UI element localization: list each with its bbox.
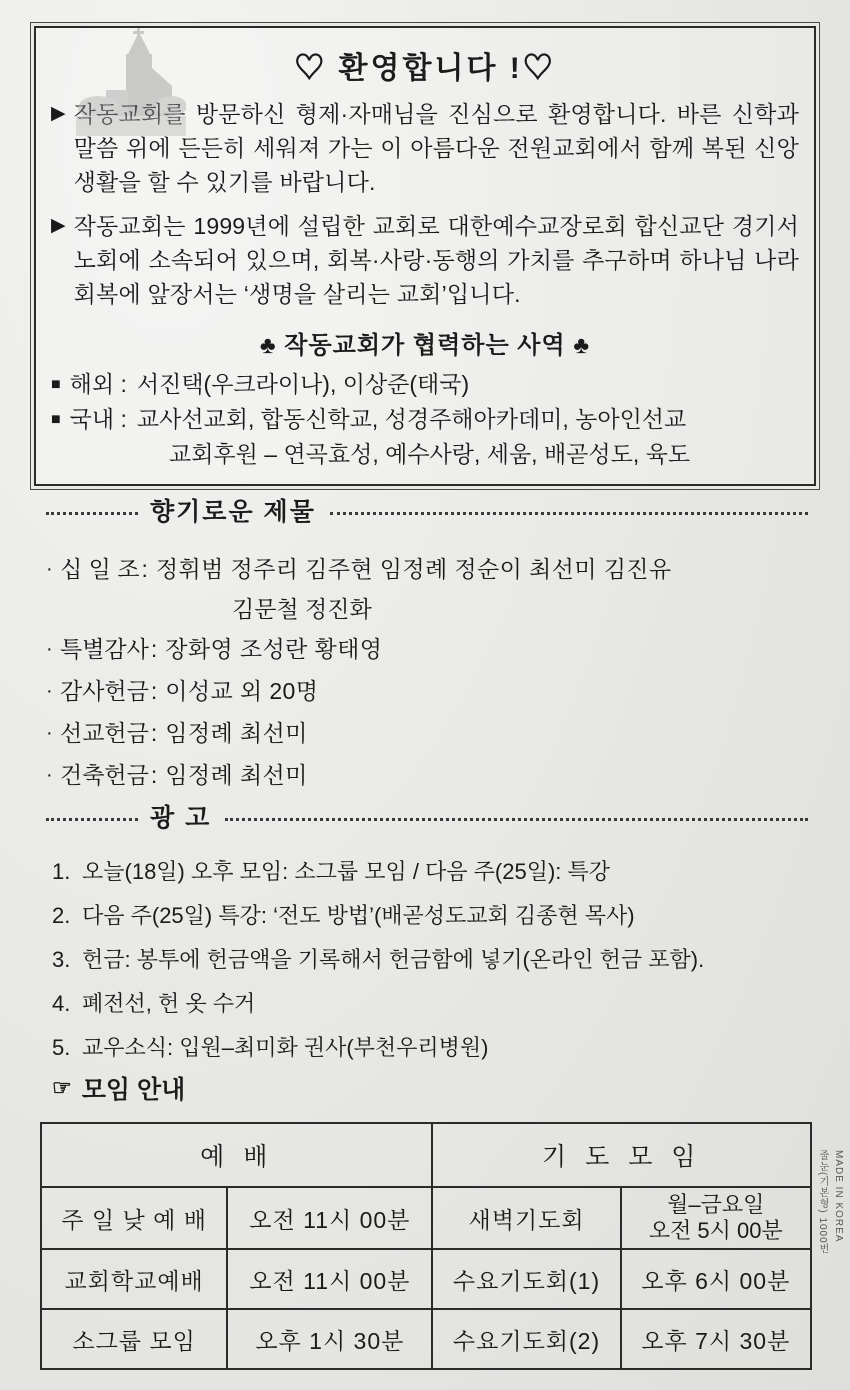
table-row <box>41 1309 811 1369</box>
offering-item <box>46 754 826 796</box>
margin-code-text: 줄눈(기본형) 1000번 <box>817 1150 828 1255</box>
margin-made-in-text: MADE IN KOREA <box>833 1150 844 1243</box>
notices-section-title: 광 고 <box>150 804 212 832</box>
notice-number: 5. <box>52 1035 71 1060</box>
prayer-time-line2: 오전 5시 00분 <box>648 1218 783 1243</box>
offering-value: 이성교 외 20명 <box>165 678 319 704</box>
notice-text: 다음 주(25일) 특강: ‘전도 방법’(배곧성도교회 김종현 목사) <box>82 903 635 928</box>
welcome-box <box>34 26 816 486</box>
offering-section-header <box>46 492 808 528</box>
prayer-name: 수요기도회(2) <box>432 1309 620 1369</box>
dot-bullet-icon: · <box>46 764 53 786</box>
notice-item <box>52 850 832 894</box>
offering-list <box>46 548 826 796</box>
meeting-guide-header <box>52 1070 185 1106</box>
notice-text: 폐전선, 헌 옷 수거 <box>82 991 256 1016</box>
triangle-bullet-icon: ▶ <box>51 103 66 124</box>
mission-row-overseas <box>51 368 799 401</box>
table-header-row <box>41 1123 811 1187</box>
welcome-paragraph-2-text: 작동교회는 1999년에 설립한 교회로 대한예수교장로회 합신교단 경기서노회에 소속되어 있으며, 회복·사랑·동행의 가치를 추구하며 하나님 나라 회복에 앞장서는 ‘생명을 살리는 교회’입니다. <box>73 213 799 307</box>
offering-label: 건축헌금 <box>60 762 149 788</box>
prayer-time: 오후 6시 00분 <box>621 1249 811 1309</box>
triangle-bullet-icon: ▶ <box>51 215 66 236</box>
service-time: 오전 11시 00분 <box>227 1249 432 1309</box>
dotted-rule-right <box>225 818 808 821</box>
mission-value-overseas: 서진택(우크라이나), 이상준(태국) <box>136 371 470 397</box>
offering-label: 십 일 조 <box>60 556 140 582</box>
offering-label: 감사헌금 <box>60 678 149 704</box>
schedule-header-prayer: 기 도 모 임 <box>432 1123 811 1187</box>
service-name: 교회학교예배 <box>41 1249 227 1309</box>
notice-number: 1. <box>52 859 71 884</box>
notices-section-header <box>46 798 808 834</box>
service-name: 소그룹 모임 <box>41 1309 227 1369</box>
prayer-name: 새벽기도회 <box>432 1187 620 1249</box>
dot-bullet-icon: · <box>46 638 53 660</box>
mission-label-domestic: 국내 : <box>69 406 127 432</box>
notice-item <box>52 982 832 1026</box>
offering-value: 정휘범 정주리 김주현 임정례 정순이 최선미 김진유 <box>155 556 672 582</box>
offering-colon: : <box>141 556 148 582</box>
mission-label-overseas: 해외 : <box>69 371 127 397</box>
square-bullet-icon: ■ <box>51 376 61 393</box>
schedule-header-worship: 예 배 <box>41 1123 432 1187</box>
notice-text: 헌금: 봉투에 헌금액을 기록해서 헌금함에 넣기(온라인 헌금 포함). <box>82 947 705 972</box>
square-bullet-icon: ■ <box>51 411 61 428</box>
notice-number: 4. <box>52 991 71 1016</box>
offering-colon: : <box>150 762 158 788</box>
dot-bullet-icon: · <box>46 722 53 744</box>
welcome-paragraph-2 <box>51 209 799 311</box>
dotted-rule-right <box>330 512 808 515</box>
dot-bullet-icon: · <box>46 558 53 580</box>
church-icon <box>76 28 186 136</box>
offering-item <box>46 548 826 590</box>
prayer-time: 오후 7시 30분 <box>621 1309 811 1369</box>
notice-item <box>52 894 832 938</box>
mission-support-line: 교회후원 – 연곡효성, 예수사랑, 세움, 배곧성도, 육도 <box>169 441 691 467</box>
offering-colon: : <box>150 636 158 662</box>
table-row <box>41 1187 811 1249</box>
service-time: 오전 11시 00분 <box>227 1187 432 1249</box>
schedule-table <box>40 1122 812 1370</box>
offering-colon: : <box>150 678 158 704</box>
meeting-guide-title: 모임 안내 <box>81 1076 186 1104</box>
offering-value: 임정례 최선미 <box>165 720 308 746</box>
offering-item <box>46 712 826 754</box>
dotted-rule-left <box>46 512 138 515</box>
prayer-time-line1: 월–금요일 <box>667 1192 765 1217</box>
offering-colon: : <box>150 720 158 746</box>
mission-title: ♣ 작동교회가 협력하는 사역 ♣ <box>259 332 591 359</box>
dotted-rule-left <box>46 818 138 821</box>
welcome-paragraph-1-text: 작동교회를 방문하신 형제·자매님을 진심으로 환영합니다. 바른 신학과 말씀 위에 든든히 세워져 가는 이 아름다운 전원교회에서 함께 복된 신앙생활을 할 수 있기를 바랍니다. <box>73 101 799 195</box>
notice-text: 교우소식: 입원–최미화 권사(부천우리병원) <box>82 1035 489 1060</box>
offering-item <box>46 670 826 712</box>
notice-item <box>52 1026 832 1070</box>
table-row <box>41 1249 811 1309</box>
dot-bullet-icon: · <box>46 680 53 702</box>
notice-number: 2. <box>52 903 71 928</box>
service-name: 주 일 낮 예 배 <box>41 1187 227 1249</box>
welcome-title: ♡ 환영합니다 !♡ <box>294 52 556 85</box>
offering-item <box>46 628 826 670</box>
notice-text: 오늘(18일) 오후 모임: 소그룹 모임 / 다음 주(25일): 특강 <box>82 859 611 884</box>
prayer-name: 수요기도회(1) <box>432 1249 620 1309</box>
offering-value-continued: 김문철 정진화 <box>232 596 372 622</box>
notice-number: 3. <box>52 947 71 972</box>
notices-list <box>52 850 832 1070</box>
notice-item <box>52 938 832 982</box>
offering-value: 장화영 조성란 황태영 <box>165 636 383 662</box>
prayer-time <box>621 1187 811 1249</box>
mission-row-domestic <box>51 403 799 436</box>
offering-label: 특별감사 <box>60 636 149 662</box>
service-time: 오후 1시 30분 <box>227 1309 432 1369</box>
offering-section-title: 향기로운 제물 <box>150 498 316 526</box>
mission-value-domestic: 교사선교회, 합동신학교, 성경주해아카데미, 농아인선교 <box>136 406 687 432</box>
pointing-hand-icon: ☞ <box>52 1075 72 1100</box>
offering-label: 선교헌금 <box>60 720 149 746</box>
offering-value: 임정례 최선미 <box>165 762 308 788</box>
